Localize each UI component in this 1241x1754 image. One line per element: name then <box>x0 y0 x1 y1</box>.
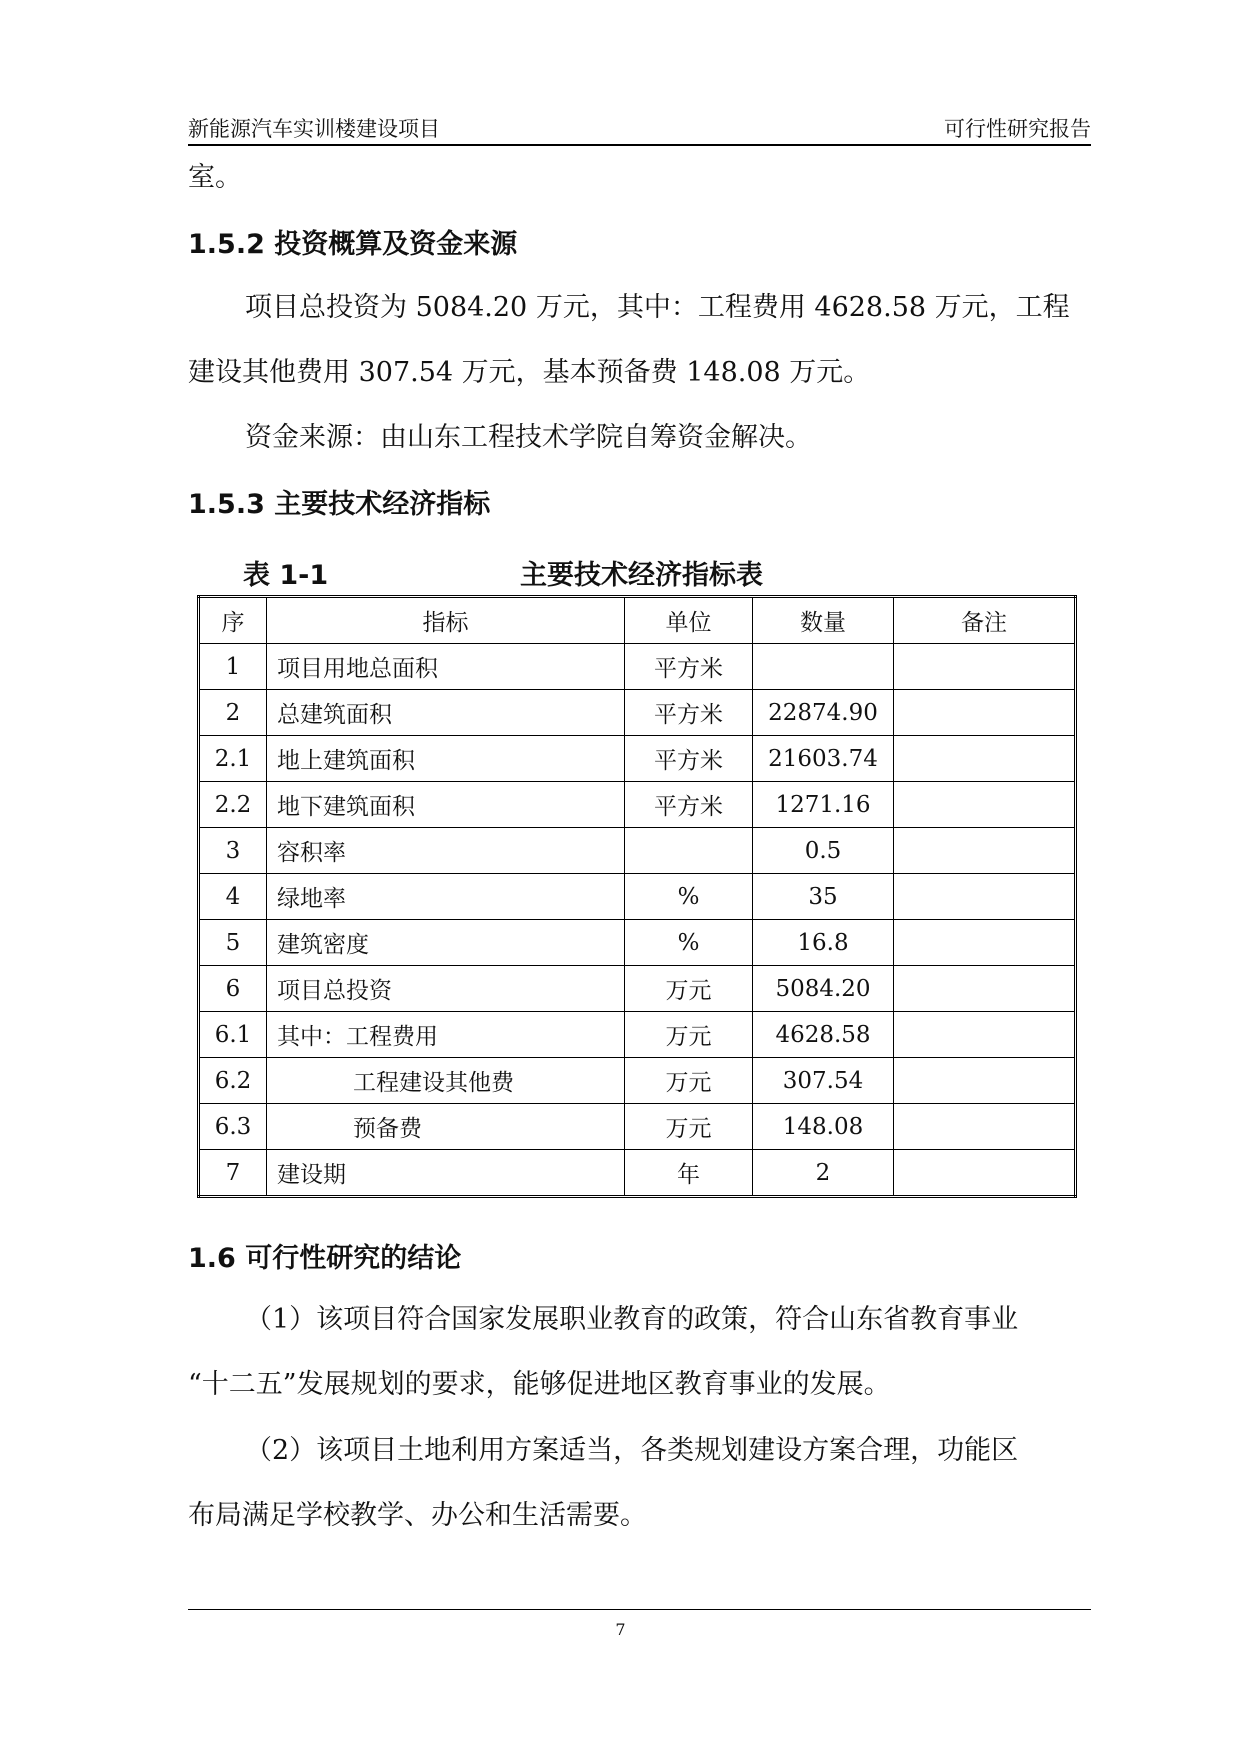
row-remarks <box>894 736 1076 782</box>
row-remarks <box>894 1150 1076 1197</box>
row-quantity: 307.54 <box>753 1058 894 1104</box>
table-row <box>199 874 1076 920</box>
row-remarks <box>894 828 1076 874</box>
header-quantity: 数量 <box>753 597 894 644</box>
page-number: 7 <box>615 1620 626 1639</box>
table-row <box>199 966 1076 1012</box>
row-quantity: 22874.90 <box>753 690 894 736</box>
row-index: 1 <box>199 644 267 690</box>
row-remarks <box>894 1058 1076 1104</box>
row-indicator: 容积率 <box>267 828 625 874</box>
row-index: 6 <box>199 966 267 1012</box>
row-quantity: 0.5 <box>753 828 894 874</box>
conclusion-1-line-1: （1）该项目符合国家发展职业教育的政策，符合山东省教育事业 <box>245 1304 1019 1335</box>
table-row <box>199 736 1076 782</box>
row-unit: 万元 <box>625 1104 753 1150</box>
row-quantity: 35 <box>753 874 894 920</box>
row-indicator: 项目总投资 <box>267 966 625 1012</box>
row-indicator: 工程建设其他费 <box>267 1058 625 1104</box>
table-row <box>199 644 1076 690</box>
table-row <box>199 1150 1076 1197</box>
row-index: 5 <box>199 920 267 966</box>
technical-economic-indicators-table <box>197 595 1077 1198</box>
header-indicator: 指标 <box>267 597 625 644</box>
row-remarks <box>894 782 1076 828</box>
header-remarks: 备注 <box>894 597 1076 644</box>
row-quantity: 16.8 <box>753 920 894 966</box>
row-remarks <box>894 1012 1076 1058</box>
funding-source-paragraph: 资金来源：由山东工程技术学院自筹资金解决。 <box>245 422 812 453</box>
section-1-5-3-title: 1.5.3 主要技术经济指标 <box>188 489 491 520</box>
table-row <box>199 782 1076 828</box>
row-unit: 万元 <box>625 966 753 1012</box>
row-indicator: 绿地率 <box>267 874 625 920</box>
conclusion-2-line-2: 布局满足学校教学、办公和生活需要。 <box>188 1500 647 1531</box>
row-unit: 平方米 <box>625 690 753 736</box>
table-row <box>199 690 1076 736</box>
row-quantity <box>753 644 894 690</box>
row-unit: 年 <box>625 1150 753 1197</box>
table-caption-number: 表 1-1 <box>243 560 329 591</box>
row-indicator: 预备费 <box>267 1104 625 1150</box>
row-remarks <box>894 644 1076 690</box>
row-unit: 平方米 <box>625 782 753 828</box>
row-quantity: 1271.16 <box>753 782 894 828</box>
conclusion-1-line-2: “十二五”发展规划的要求，能够促进地区教育事业的发展。 <box>188 1369 891 1400</box>
row-indicator: 其中：工程费用 <box>267 1012 625 1058</box>
investment-paragraph-line-2: 建设其他费用 307.54 万元，基本预备费 148.08 万元。 <box>188 357 871 388</box>
header-report-type: 可行性研究报告 <box>944 117 1091 141</box>
row-remarks <box>894 966 1076 1012</box>
row-unit: % <box>625 874 753 920</box>
row-remarks <box>894 690 1076 736</box>
row-index: 6.2 <box>199 1058 267 1104</box>
row-quantity: 2 <box>753 1150 894 1197</box>
header-divider <box>188 144 1091 146</box>
row-index: 2.1 <box>199 736 267 782</box>
row-remarks <box>894 874 1076 920</box>
investment-paragraph-line-1: 项目总投资为 5084.20 万元，其中：工程费用 4628.58 万元，工程 <box>245 292 1070 323</box>
table-row <box>199 920 1076 966</box>
table-row <box>199 1058 1076 1104</box>
section-1-6-title: 1.6 可行性研究的结论 <box>188 1243 462 1274</box>
table-row <box>199 828 1076 874</box>
row-index: 2 <box>199 690 267 736</box>
row-unit: 万元 <box>625 1058 753 1104</box>
table-row <box>199 1012 1076 1058</box>
row-index: 7 <box>199 1150 267 1197</box>
row-unit: 平方米 <box>625 644 753 690</box>
conclusion-2-line-1: （2）该项目土地利用方案适当，各类规划建设方案合理，功能区 <box>245 1435 1019 1466</box>
section-1-5-2-title: 1.5.2 投资概算及资金来源 <box>188 229 518 260</box>
row-remarks <box>894 920 1076 966</box>
row-quantity: 21603.74 <box>753 736 894 782</box>
table-caption-title: 主要技术经济指标表 <box>520 560 763 591</box>
row-remarks <box>894 1104 1076 1150</box>
row-quantity: 5084.20 <box>753 966 894 1012</box>
header-unit: 单位 <box>625 597 753 644</box>
row-indicator: 地下建筑面积 <box>267 782 625 828</box>
row-indicator: 项目用地总面积 <box>267 644 625 690</box>
row-index: 6.3 <box>199 1104 267 1150</box>
header-project-title: 新能源汽车实训楼建设项目 <box>188 117 440 141</box>
row-unit: 平方米 <box>625 736 753 782</box>
row-indicator: 建设期 <box>267 1150 625 1197</box>
header-index: 序 <box>199 597 267 644</box>
footer-divider <box>188 1609 1091 1610</box>
table-row <box>199 1104 1076 1150</box>
row-quantity: 148.08 <box>753 1104 894 1150</box>
row-indicator: 总建筑面积 <box>267 690 625 736</box>
row-unit: % <box>625 920 753 966</box>
row-indicator: 建筑密度 <box>267 920 625 966</box>
continuation-text: 室。 <box>188 162 242 193</box>
row-index: 4 <box>199 874 267 920</box>
row-index: 2.2 <box>199 782 267 828</box>
row-unit: 万元 <box>625 1012 753 1058</box>
row-quantity: 4628.58 <box>753 1012 894 1058</box>
row-index: 6.1 <box>199 1012 267 1058</box>
row-unit <box>625 828 753 874</box>
table-header-row <box>199 597 1076 644</box>
row-index: 3 <box>199 828 267 874</box>
row-indicator: 地上建筑面积 <box>267 736 625 782</box>
